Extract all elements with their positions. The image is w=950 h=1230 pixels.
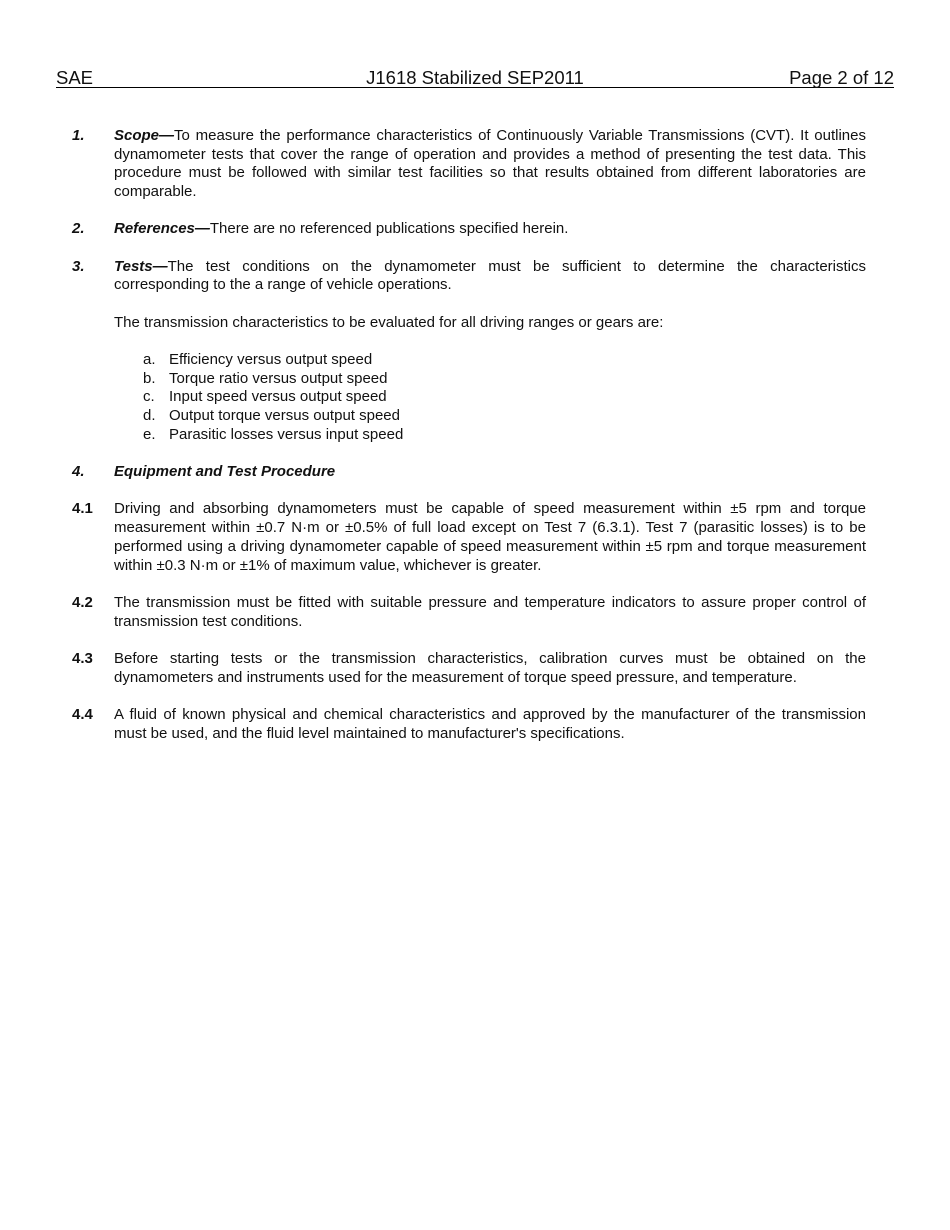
section-tests xyxy=(72,258,866,295)
characteristics-list xyxy=(72,351,866,445)
section-number: 4.2 xyxy=(72,593,93,611)
section-number: 3. xyxy=(72,257,85,275)
list-item xyxy=(143,388,866,407)
list-item xyxy=(143,426,866,445)
header-page-number: Page 2 of 12 xyxy=(789,67,894,88)
section-text: The transmission must be fitted with suitable pressure and temperature indicators to assure proper control of transmission test conditions. xyxy=(114,593,866,630)
section-number: 4.4 xyxy=(72,705,93,723)
list-item-text: Input speed versus output speed xyxy=(169,388,387,406)
list-item-letter: e. xyxy=(143,425,156,443)
list-item-letter: b. xyxy=(143,369,156,387)
section-references xyxy=(72,220,866,239)
section-text: There are no referenced publications specified herein. xyxy=(209,220,569,238)
section-text: Driving and absorbing dynamometers must be capable of speed measurement within ±5 rpm and torque measurement within ±0.7 N·m or ±0.5% of full load except on Test 7 (6.3.1). Test 7 (parasitic losses) is to be performed using a driving dynamometer capable of speed measurement within ±5 rpm and torque measurement within ±0.3 N·m or ±1% of maximum value, whichever is greater. xyxy=(114,500,866,574)
section-number: 4.1 xyxy=(72,500,93,518)
section-text: A fluid of known physical and chemical characteristics and approved by the manufacturer of the transmission must be used, and the fluid level maintained to manufacturer's specifications. xyxy=(114,705,866,742)
header-document-id: J1618 Stabilized SEP2011 xyxy=(366,67,584,88)
subsection-4-3 xyxy=(72,650,866,687)
list-item xyxy=(143,407,866,426)
section-text: To measure the performance characteristics of Continuously Variable Transmissions (CVT). It outlines dynamometer tests that cover the range of operation and provides a method of presenting the test data. This procedure must be followed with similar test facilities so that results obtained from different laboratories are comparable. xyxy=(114,127,866,201)
section-scope xyxy=(72,127,866,202)
document-body xyxy=(72,127,866,743)
section-text: Before starting tests or the transmission characteristics, calibration curves must be obtained on the dynamometers and instruments used for the measurement of torque speed pressure, and temperature. xyxy=(114,649,866,686)
section-equipment xyxy=(72,463,866,482)
list-item-text: Parasitic losses versus input speed xyxy=(169,425,404,443)
list-item-text: Output torque versus output speed xyxy=(169,407,400,425)
list-item xyxy=(143,351,866,370)
section-text: The test conditions on the dynamometer must be sufficient to determine the characteristics corresponding to the a range of vehicle operations. xyxy=(114,257,866,294)
section-number: 4. xyxy=(72,463,85,481)
tests-intro: The transmission characteristics to be evaluated for all driving ranges or gears are: xyxy=(114,313,664,331)
section-number: 1. xyxy=(72,127,85,144)
list-item xyxy=(143,370,866,389)
section-number: 2. xyxy=(72,220,85,238)
section-title: References— xyxy=(114,220,210,238)
section-title: Tests— xyxy=(114,257,168,275)
list-item-text: Efficiency versus output speed xyxy=(169,351,373,368)
list-item-text: Torque ratio versus output speed xyxy=(169,369,388,387)
section-title: Equipment and Test Procedure xyxy=(114,463,336,481)
subsection-4-4 xyxy=(72,706,866,743)
page-header xyxy=(56,67,894,88)
list-item-letter: d. xyxy=(143,407,156,425)
subsection-4-1 xyxy=(72,500,866,575)
section-title: Scope— xyxy=(114,127,175,144)
section-number: 4.3 xyxy=(72,649,93,667)
list-item-letter: a. xyxy=(143,351,156,368)
subsection-4-2 xyxy=(72,594,866,631)
header-org: SAE xyxy=(56,67,94,88)
list-item-letter: c. xyxy=(143,388,155,406)
